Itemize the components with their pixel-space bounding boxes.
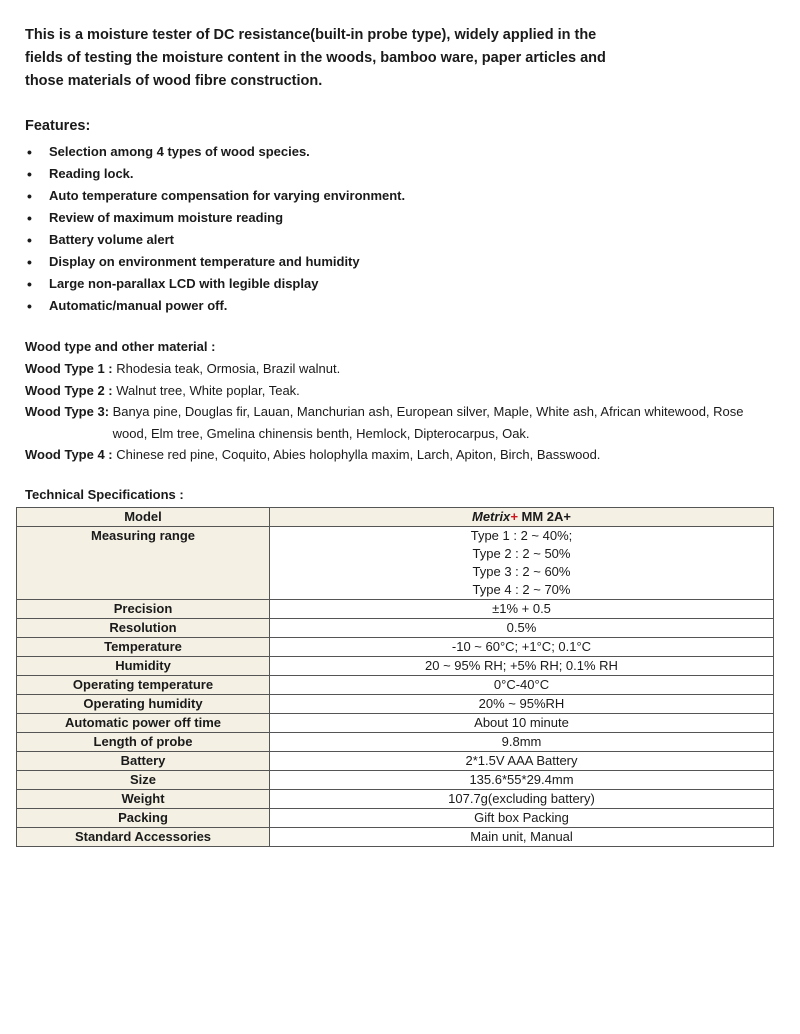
- wood-type-row: [25, 401, 765, 444]
- feature-text: Large non-parallax LCD with legible display: [49, 276, 319, 291]
- spec-param: Operating temperature: [17, 676, 270, 695]
- model-number: MM 2A+: [517, 509, 571, 524]
- spec-param: Standard Accessories: [17, 828, 270, 847]
- wood-type-text: Walnut tree, White poplar, Teak.: [116, 382, 300, 398]
- feature-text: Display on environment temperature and humidity: [49, 254, 360, 269]
- feature-item: [25, 185, 405, 207]
- table-row: [17, 733, 774, 752]
- table-row: [17, 771, 774, 790]
- brand-plus: +: [510, 509, 518, 524]
- bullet-icon: •: [27, 254, 32, 270]
- spec-param: Battery: [17, 752, 270, 771]
- specs-heading: Technical Specifications :: [25, 487, 184, 502]
- spec-param: Weight: [17, 790, 270, 809]
- table-row: [17, 752, 774, 771]
- spec-param: Humidity: [17, 657, 270, 676]
- feature-item: [25, 251, 405, 273]
- features-list: [25, 141, 405, 317]
- feature-text: Reading lock.: [49, 166, 134, 181]
- spec-value: Gift box Packing: [270, 809, 774, 828]
- wood-type-row: [25, 380, 765, 402]
- spec-param: Temperature: [17, 638, 270, 657]
- table-row: [17, 695, 774, 714]
- wood-type-text: Chinese red pine, Coquito, Abies holophylla maxim, Larch, Apiton, Birch, Basswood.: [116, 447, 601, 462]
- feature-item: [25, 273, 405, 295]
- spec-param: Operating humidity: [17, 695, 270, 714]
- wood-type-label: Wood Type 4 :: [25, 447, 117, 462]
- bullet-icon: •: [27, 298, 32, 314]
- bullet-icon: •: [27, 144, 32, 160]
- spec-param: Automatic power off time: [17, 714, 270, 733]
- spec-value: About 10 minute: [270, 714, 774, 733]
- range-line: Type 2 : 2 ~ 50%: [472, 546, 571, 561]
- spec-value: 107.7g(excluding battery): [270, 790, 774, 809]
- bullet-icon: •: [27, 188, 32, 204]
- spec-model-value: [270, 508, 774, 527]
- wood-type-row: [25, 358, 765, 380]
- intro-line: fields of testing the moisture content in the woods, bamboo ware, paper articles and: [25, 50, 606, 66]
- wood-type-label: Wood Type 3:: [25, 404, 113, 419]
- feature-text: Review of maximum moisture reading: [49, 210, 284, 225]
- spec-param: Model: [17, 508, 270, 527]
- wood-type-label: Wood Type 2 :: [25, 382, 117, 398]
- spec-value: 20 ~ 95% RH; +5% RH; 0.1% RH: [270, 657, 774, 676]
- range-line: Type 3 : 2 ~ 60%: [472, 564, 571, 579]
- spec-param: Measuring range: [17, 527, 270, 600]
- spec-value: 0.5%: [270, 619, 774, 638]
- range-line: Type 1 : 2 ~ 40%;: [470, 528, 573, 543]
- spec-param: Packing: [17, 809, 270, 828]
- bullet-icon: •: [27, 166, 32, 182]
- wood-types-list: [25, 358, 765, 466]
- feature-text: Auto temperature compensation for varying environment.: [49, 188, 406, 203]
- wood-types-heading: Wood type and other material :: [25, 339, 216, 354]
- spec-param: Length of probe: [17, 733, 270, 752]
- table-row: [17, 527, 774, 600]
- spec-param: Resolution: [17, 619, 270, 638]
- wood-type-row: [25, 444, 765, 466]
- features-heading: Features:: [25, 118, 91, 134]
- spec-value: 0°C-40°C: [270, 676, 774, 695]
- wood-type-label: Wood Type 1 :: [25, 361, 117, 376]
- table-row: [17, 714, 774, 733]
- feature-text: Automatic/manual power off.: [49, 298, 228, 313]
- intro-line: This is a moisture tester of DC resistance(built-in probe type), widely applied in the: [25, 27, 597, 43]
- range-line: Type 4 : 2 ~ 70%: [472, 582, 571, 597]
- feature-item: [25, 141, 405, 163]
- brand-name: Metrix: [472, 509, 511, 524]
- feature-item: [25, 229, 405, 251]
- wood-type-text: Rhodesia teak, Ormosia, Brazil walnut.: [116, 361, 341, 376]
- bullet-icon: •: [27, 276, 32, 292]
- spec-value: [270, 527, 774, 600]
- wood-type-text: Banya pine, Douglas fir, Lauan, Manchurian ash, European silver, Maple, White ash, African whitewood, Rose wood, Elm tree, Gmelina chinensis benth, Hemlock, Dipterocarpus, Oak.: [112, 404, 744, 441]
- spec-value: Main unit, Manual: [270, 828, 774, 847]
- feature-text: Battery volume alert: [49, 232, 174, 247]
- feature-item: [25, 207, 405, 229]
- table-row: [17, 619, 774, 638]
- specs-table: [16, 507, 774, 847]
- bullet-icon: •: [27, 210, 32, 226]
- spec-value: 20% ~ 95%RH: [270, 695, 774, 714]
- spec-value: 9.8mm: [270, 733, 774, 752]
- specs-header-row: [17, 508, 774, 527]
- spec-value: 135.6*55*29.4mm: [270, 771, 774, 790]
- intro-line: those materials of wood fibre construction.: [25, 73, 323, 89]
- spec-param: Size: [17, 771, 270, 790]
- feature-item: [25, 163, 405, 185]
- table-row: [17, 809, 774, 828]
- table-row: [17, 638, 774, 657]
- spec-value: -10 ~ 60°C; +1°C; 0.1°C: [270, 638, 774, 657]
- spec-param: Precision: [17, 600, 270, 619]
- bullet-icon: •: [27, 232, 32, 248]
- table-row: [17, 828, 774, 847]
- feature-item: [25, 295, 405, 317]
- spec-value: ±1% + 0.5: [270, 600, 774, 619]
- table-row: [17, 676, 774, 695]
- table-row: [17, 657, 774, 676]
- intro-paragraph: [25, 24, 645, 93]
- table-row: [17, 600, 774, 619]
- feature-text: Selection among 4 types of wood species.: [49, 144, 310, 159]
- spec-value: 2*1.5V AAA Battery: [270, 752, 774, 771]
- table-row: [17, 790, 774, 809]
